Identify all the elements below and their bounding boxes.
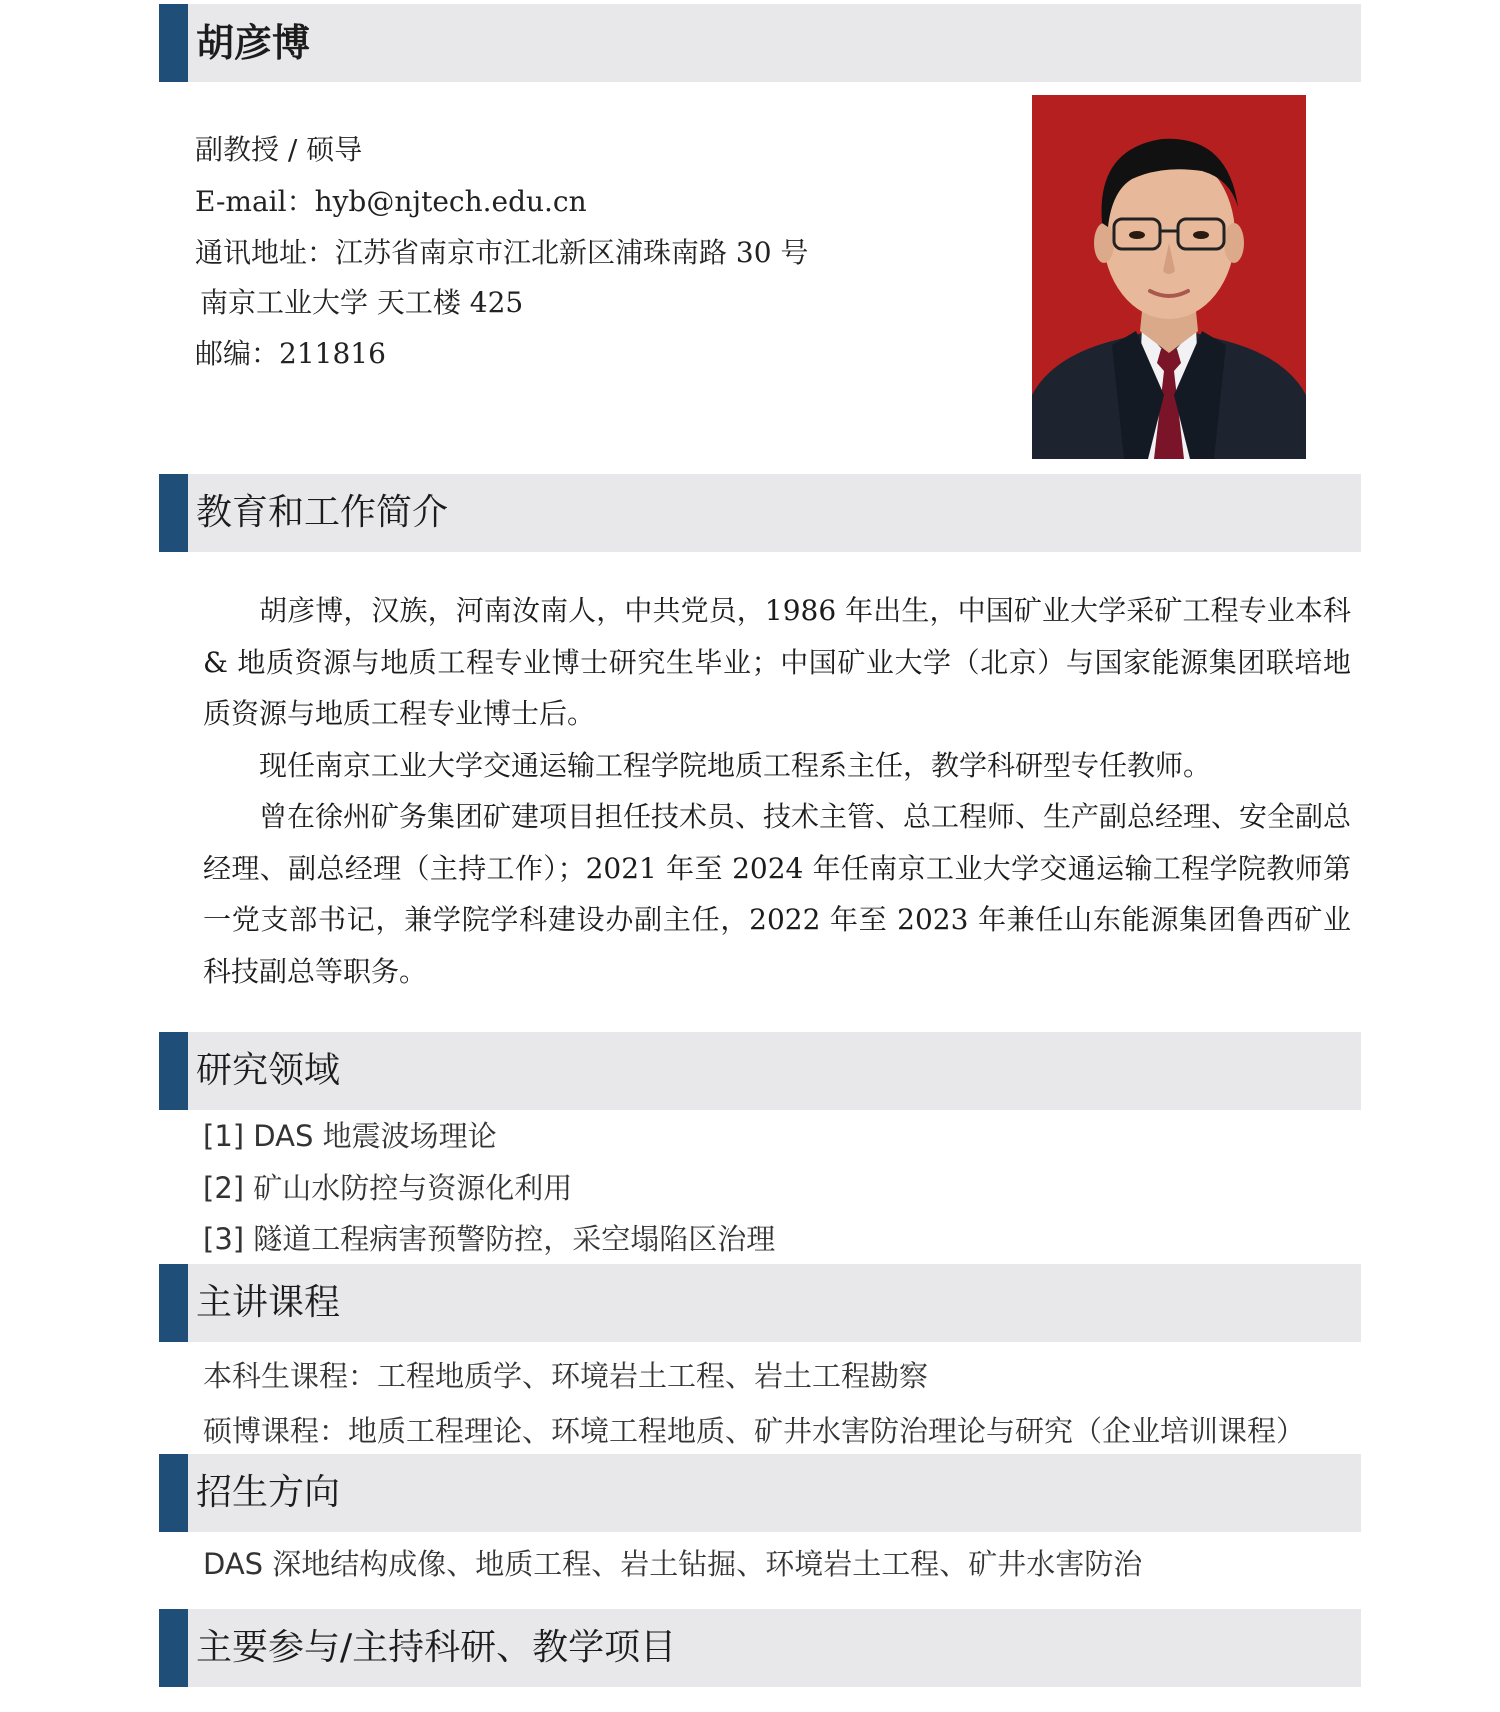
bio-paragraph: 胡彦博，汉族，河南汝南人，中共党员，1986 年出生，中国矿业大学采矿工程专业本科 & 地质资源与地质工程专业博士研究生毕业；中国矿业大学（北京）与国家能源集团联培地质资源与地质工程专业博士后。 [203,594,1351,730]
email-line: E-mail：hyb@njtech.edu.cn [195,185,587,218]
projects-title: 主要参与/主持科研、教学项目 [196,1627,677,1668]
education-bio [203,585,1351,997]
courses-header [159,1264,1361,1342]
address-line-2: 南京工业大学 天工楼 425 [200,286,524,319]
name-header [159,4,1361,82]
projects-header [159,1609,1361,1687]
bio-paragraph: 曾在徐州矿务集团矿建项目担任技术员、技术主管、总工程师、生产副总经理、安全副总经理、副总经理（主持工作）；2021 年至 2024 年任南京工业大学交通运输工程学院教师第一党支部书记，兼学院学科建设办副主任，2022 年至 2023 年兼任山东能源集团鲁西矿业科技副总等职务。 [203,800,1352,988]
education-header [159,474,1361,552]
bio-paragraph: 现任南京工业大学交通运输工程学院地质工程系主任，教学科研型专任教师。 [259,748,1212,782]
education-title: 教育和工作简介 [196,492,449,533]
research-header [159,1032,1361,1110]
header-accent-bar [159,1454,188,1532]
header-accent-bar [159,474,188,552]
admission-title: 招生方向 [196,1472,341,1513]
portrait-illustration [1032,95,1306,459]
academic-title: 副教授 / 硕导 [195,133,363,166]
research-title: 研究领域 [196,1050,341,1091]
research-item: [1] DAS 地震波场理论 [203,1119,497,1153]
portrait-photo [1032,95,1306,459]
profile-name: 胡彦博 [196,21,311,65]
address-line-1: 通讯地址：江苏省南京市江北新区浦珠南路 30 号 [195,236,809,269]
postcode-line: 邮编：211816 [195,337,386,370]
research-item: [2] 矿山水防控与资源化利用 [203,1171,573,1205]
admission-header [159,1454,1361,1532]
undergraduate-courses: 本科生课程：工程地质学、环境岩土工程、岩土工程勘察 [203,1359,929,1393]
header-accent-bar [159,4,188,82]
header-accent-bar [159,1609,188,1687]
admission-directions: DAS 深地结构成像、地质工程、岩土钻掘、环境岩土工程、矿井水害防治 [203,1547,1143,1581]
research-item: [3] 隧道工程病害预警防控，采空塌陷区治理 [203,1222,776,1256]
graduate-courses: 硕博课程：地质工程理论、环境工程地质、矿井水害防治理论与研究（企业培训课程） [203,1414,1306,1448]
header-accent-bar [159,1264,188,1342]
courses-title: 主讲课程 [196,1282,341,1323]
header-accent-bar [159,1032,188,1110]
